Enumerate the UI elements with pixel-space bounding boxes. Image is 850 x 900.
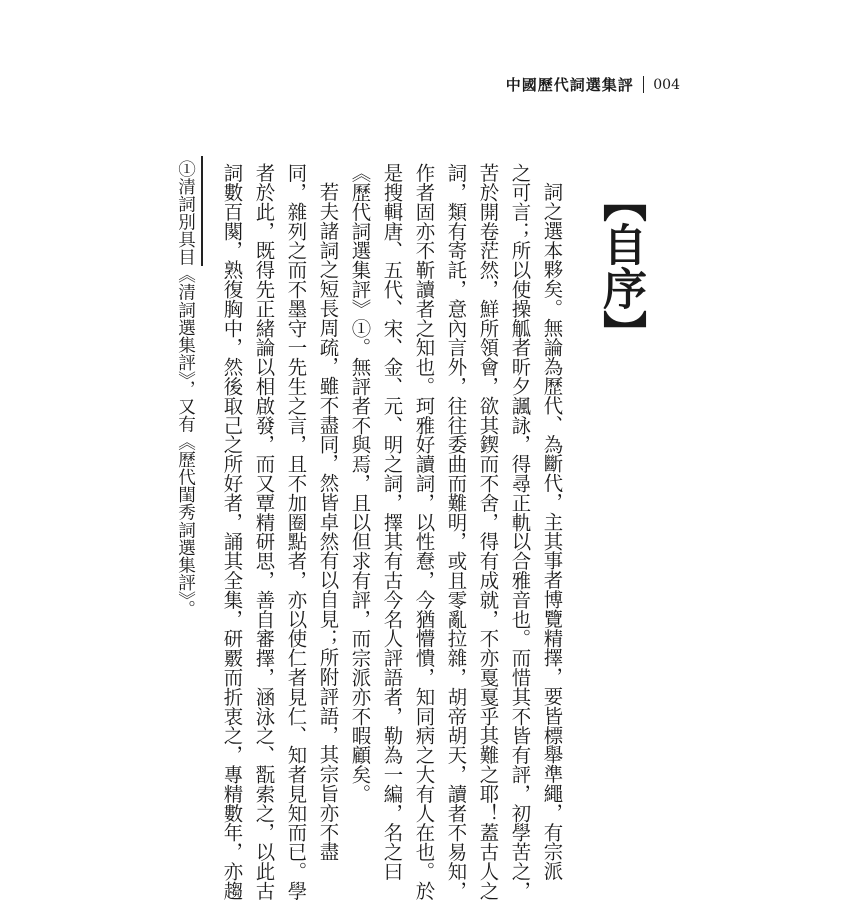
body-column-10: 者於此，既得先正緒論以相啟發，而又覃精研思，善自審擇，涵泳之、翫索之，以此古 <box>252 163 276 900</box>
running-header <box>506 74 680 95</box>
footnote-rule <box>201 156 203 266</box>
body-column-9: 同，雜列之而不墨守一先生之言，且不加圈點者，亦以使仁者見仁、知者見知而已。學 <box>284 163 308 900</box>
body-column-5: 作者固亦不靳讀者之知也。珂雅好讀詞，以性憃，今猶懵憒，知同病之大有人在也。於 <box>412 163 436 900</box>
body-column-7: 《歷代詞選集評》①。無評者不與焉，且以但求有評，而宗派亦不暇顧矣。 <box>348 163 372 804</box>
body-column-11: 詞數百闋，熟復胸中，然後取己之所好者，誦其全集，研覈而折衷之，專精數年，亦趨 <box>220 163 244 900</box>
body-column-3: 苦於開卷茫然，鮮所領會，欲其鍥而不舍，得有成就，不亦戛戛乎其難之耶！蓋古人之 <box>476 163 500 900</box>
body-column-2: 之可言；所以使操觚者昕夕諷詠，得尋正軌以合雅音也。而惜其不皆有評，初學苦之， <box>508 163 532 900</box>
header-divider <box>643 76 645 93</box>
section-title: 【自序】 <box>595 178 646 354</box>
body-column-6: 是搜輯唐、五代、宋、金、元、明之詞，擇其有古今名人評語者，勒為一編，名之曰 <box>380 163 404 881</box>
page-number: 004 <box>653 76 680 93</box>
book-title: 中國歷代詞選集評 <box>505 76 634 94</box>
body-column-1: 詞之選本夥矣。無論為歷代、為斷代，主其事者博覽精擇，要皆標舉準繩，有宗派 <box>540 182 564 881</box>
body-column-4: 詞，類有寄託，意內言外，往往委曲而難明，或且零亂拉雜，胡帝胡天，讀者不易知， <box>444 163 468 900</box>
footnote-1: ①清詞別具目《清詞選集評》，又有《歷代閨秀詞選集評》。 <box>175 160 196 618</box>
body-column-8: 若夫諸詞之短長周疏，雖不盡同，然皆卓然有以自見；所附評語，其宗旨亦不盡 <box>316 182 340 861</box>
